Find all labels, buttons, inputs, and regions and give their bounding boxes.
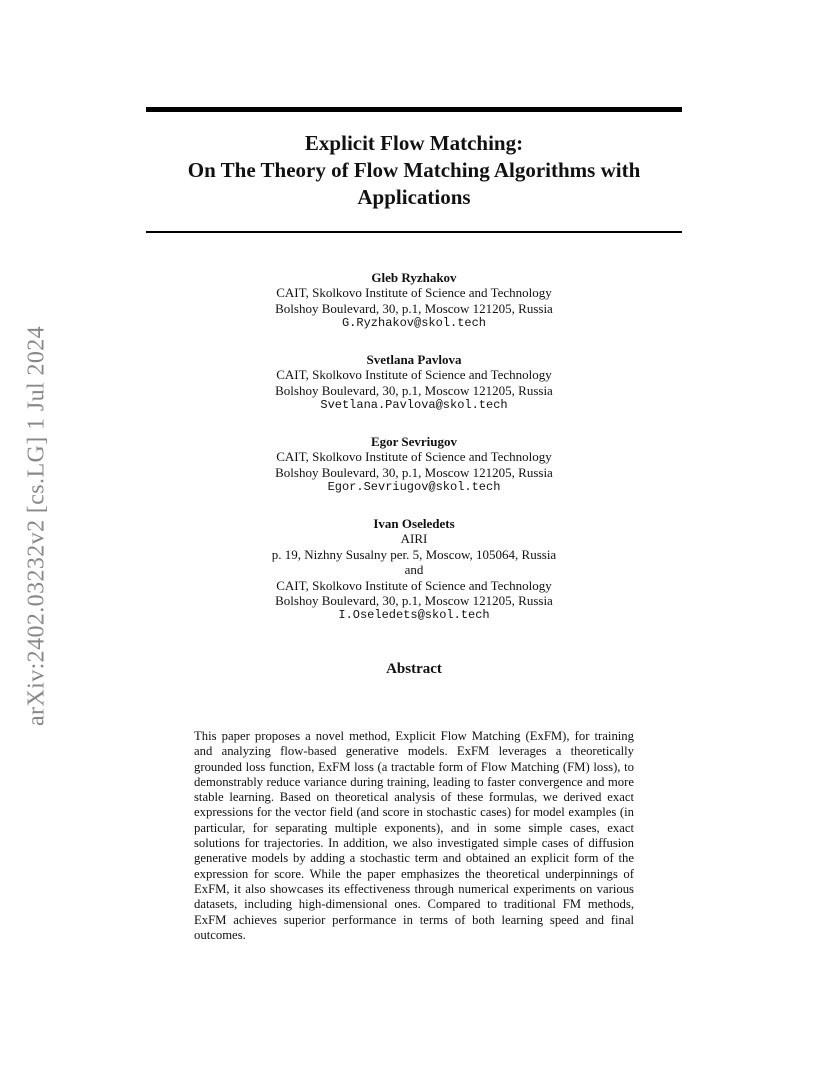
author-affiliation: CAIT, Skolkovo Institute of Science and Technology [276, 285, 552, 301]
author-name: Egor Sevriugov [370, 434, 458, 449]
author-affiliation: AIRI [400, 531, 428, 547]
title-line-3: Applications [357, 185, 471, 209]
author-1 [146, 270, 682, 332]
author-address: Bolshoy Boulevard, 30, p.1, Moscow 121205, Russia [275, 464, 553, 480]
author-conjunction: and [404, 562, 424, 578]
author-name: Gleb Ryzhakov [371, 270, 457, 285]
author-email: Egor.Sevriugov@skol.tech [327, 480, 501, 495]
author-affiliation: CAIT, Skolkovo Institute of Science and Technology [276, 449, 552, 465]
author-address: Bolshoy Boulevard, 30, p.1, Moscow 121205, Russia [275, 593, 553, 609]
title-top-rule [146, 107, 682, 112]
paper-title [146, 130, 682, 211]
arxiv-identifier: arXiv:2402.03232v2 [cs.LG] 1 Jul 2024 [23, 325, 50, 727]
abstract-text: This paper proposes a novel method, Explicit Flow Matching (ExFM), for training and analyzing flow-based generative models. ExFM leverages a theoretically grounded loss function, ExFM loss (a tractable form of Flow Matching (FM) loss), to demonstrably reduce variance during training, leading to faster convergence and more stable learning. Based on theoretical analysis of these formulas, we derived exact expressions for the vector field (and score in stochastic cases) for model examples (in particular, for separating multiple exponents), and in some simple cases, exact solutions for trajectories. In addition, we also investigated simple cases of diffusion generative models by adding a stochastic term and obtained an explicit form of the expression for score. While the paper emphasizes the theoretical underpinnings of ExFM, it also showcases its effectiveness through numerical experiments on various datasets, including high-dimensional ones. Compared to traditional FM methods, ExFM achieves superior performance in terms of both learning speed and final outcomes. [194, 729, 634, 942]
title-line-1: Explicit Flow Matching: [304, 131, 524, 155]
author-email: Svetlana.Pavlova@skol.tech [320, 398, 508, 413]
author-2 [146, 352, 682, 414]
author-name: Ivan Oseledets [373, 516, 455, 531]
author-address: Bolshoy Boulevard, 30, p.1, Moscow 121205, Russia [275, 382, 553, 398]
author-3 [146, 434, 682, 496]
author-affiliation: CAIT, Skolkovo Institute of Science and Technology [276, 367, 552, 383]
author-4 [146, 516, 682, 624]
title-bottom-rule [146, 231, 682, 233]
author-name: Svetlana Pavlova [366, 352, 462, 367]
title-line-2: On The Theory of Flow Matching Algorithms with [187, 158, 641, 182]
abstract-heading: Abstract [386, 661, 442, 677]
author-address: p. 19, Nizhny Susalny per. 5, Moscow, 105064, Russia [271, 546, 557, 562]
author-email: I.Oseledets@skol.tech [338, 608, 490, 623]
author-affiliation: CAIT, Skolkovo Institute of Science and Technology [276, 577, 552, 593]
author-email: G.Ryzhakov@skol.tech [341, 316, 487, 331]
author-address: Bolshoy Boulevard, 30, p.1, Moscow 121205, Russia [275, 300, 553, 316]
